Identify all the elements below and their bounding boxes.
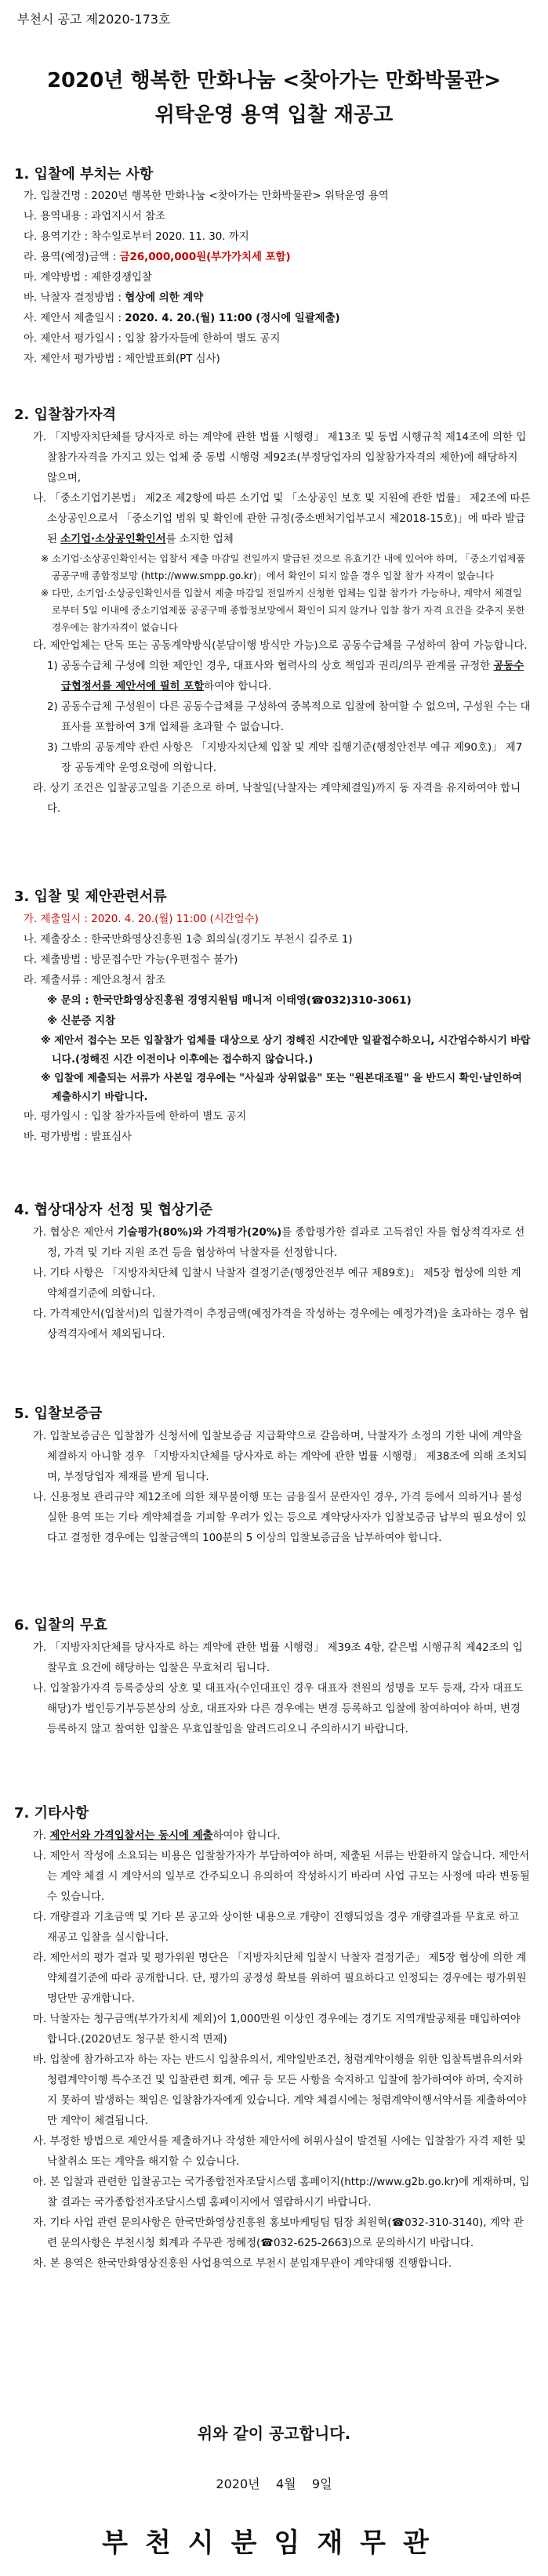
s2-note-1: ※ 소기업·소상공인확인서는 입찰서 제출 마감일 전일까지 발급된 것으로 유효기간 내에 있어야 하며, 「중소기업제품 공공구매 종합정보망 (http://www.smpp.go.kr)」에서 확인이 되지 않을 경우 입찰 참가 자격이 없습니다	[41, 553, 526, 581]
s2-sub-2: 2) 공동수급체 구성원이 다른 공동수급체를 구성하여 중복적으로 입찰에 참여할 수 없으며, 구성원 수는 대표사를 포함하여 3개 업체를 초과할 수 없습니다.	[47, 701, 531, 733]
s7-item-sa: 사. 부정한 방법으로 제안서를 제출하거나 작성한 제안서에 허위사실이 발견될 시에는 입찰참가 자격 제한 및 낙찰취소 또는 계약을 해지할 수 있습니다.	[33, 2136, 526, 2168]
s3-item-ba: 바. 평가방법 : 발표심사	[24, 1131, 132, 1143]
s1-sa-label: 사. 제안서 제출일시 :	[24, 313, 125, 324]
s2-sub-1	[24, 657, 531, 697]
s2-item-na	[24, 489, 531, 550]
section-2-body	[24, 428, 531, 819]
title-line-2: 위탁운영 용역 입찰 재공고	[154, 103, 394, 127]
s1-item-ma: 마. 계약방법 : 제한경쟁입찰	[24, 272, 152, 284]
section-3-heading: 3. 입찰 및 제안관련서류	[14, 888, 167, 905]
section-4-heading: 4. 협상대상자 선정 및 협상기준	[14, 1202, 213, 1218]
s7-item-ba: 바. 입찰에 참가하고자 하는 자는 반드시 입찰유의서, 계약일반조건, 청렴계약이행을 위한 입찰특별유의서와 청렴계약이행 특수조건 및 입찰관련 회계, 예규 등 모든 사항을 숙지하고 입찰에 참가하여야 하며, 숙지하지 못하여 발생하는 책임은 입찰참가자에게 있습니다. 계약 체결시에는 청렴계약이행서약서를 제출하여야만 계약이 체결됩니다.	[33, 2054, 527, 2127]
s7-item-na: 나. 제안서 작성에 소요되는 비용은 입찰참가자가 부담하여야 하며, 제출된 서류는 반환하지 않습니다. 제안서는 계약 체결 시 계약서의 일부로 간주되오니 유의하여 작성하시기 바라며 사업 규모는 사정에 따라 변동될 수 있습니다.	[33, 1851, 530, 1903]
s2-note-2: ※ 다만, 소기업·소상공인확인서를 입찰서 제출 마감일 전일까지 신청한 업체는 입찰 참가가 가능하나, 계약서 체결일로부터 5일 이내에 중소기업제품 공공구매 종합정보망에서 확인이 되지 않거나 입찰 참가 자격 요건을 갖추지 못한 경우에는 참가자격이 없습니다	[41, 588, 525, 633]
s7-item-da: 다. 개량결과 기초금액 및 기타 본 공고와 상이한 내용으로 개량이 진행되었을 경우 개량결과를 무효로 하고 재공고 입찰을 실시합니다.	[33, 1912, 520, 1944]
s4-ga-text: 가. 협상은 제안서	[33, 1227, 118, 1239]
s7-item-ga	[24, 1826, 531, 1847]
s7-item-ra: 라. 제안서의 평가 결과 및 평가위원 명단은 「지방자치단체 입찰시 낙찰자 결정기준」 제5장 협상에 의한 계약체결기준에 따라 공개합니다. 단, 평가의 공정성 확보를 위하여 필요하다고 인정되는 경우에는 평가위원 명단만 공개합니다.	[33, 1952, 527, 2005]
section-3-body	[24, 910, 531, 1148]
section-6-heading: 6. 입찰의 무효	[14, 1617, 107, 1634]
s3-time-note: ※ 제안서 접수는 모든 입찰참가 업체를 대상으로 상기 정해진 시간에만 일괄접수하오니, 시간엄수하시기 바랍니다.(정해진 시간 이전이나 이후에는 접수하지 않습니다.)	[41, 1035, 531, 1065]
certificate-name: 소기업·소상공인확인서	[60, 534, 166, 545]
s1-item-sa	[24, 309, 531, 329]
s3-id-note: ※ 신분증 지참	[47, 1015, 116, 1027]
evaluation-weights: 기술평가(80%)와 가격평가(20%)	[117, 1227, 282, 1239]
s1-ra-label: 라. 용역(예정)금액 :	[24, 251, 120, 263]
s5-item-ga: 가. 입찰보증금은 입찰참가 신청서에 입찰보증금 지급확약으로 갈음하며, 낙찰자가 소정의 기한 내에 계약을 체결하지 아니할 경우 「지방자치단체를 당사자로 하는 계약에 관한 법률 시행령」 제38조에 의해 조치되며, 부정당업자 제재를 받게 됩니다.	[33, 1431, 528, 1483]
award-method: 협상에 의한 계약	[125, 292, 204, 304]
section-7-body	[24, 1826, 531, 2274]
budget-amount: 금26,000,000원(부가가치세 포함)	[119, 251, 291, 263]
s7-ga-label: 가.	[33, 1830, 50, 1842]
s1-item-ah: 아. 제안서 평가일시 : 입찰 참가자들에 한하여 별도 공지	[24, 333, 281, 345]
closing-statement: 위와 같이 공고합니다.	[197, 2424, 351, 2443]
s1-item-ja: 자. 제안서 평가방법 : 제안발표회(PT 심사)	[24, 353, 220, 365]
s1-ba-label: 바. 낙찰자 결정방법 :	[24, 292, 125, 304]
section-4-body	[24, 1223, 531, 1345]
s3-item-ga: 가. 제출일시 : 2020. 4. 20.(월) 11:00 (시간엄수)	[24, 914, 259, 925]
notice-date: 2020년 4월 9일	[216, 2477, 332, 2491]
s2-na-suffix: 를 소지한 업체	[165, 534, 234, 545]
s3-contact: ※ 문의 : 한국만화영상진흥원 경영지원팀 매니저 이태영(☎032)310-3061)	[47, 995, 412, 1007]
notice-number: 부천시 공고 제2020-173호	[17, 12, 171, 27]
issuer-signature: 부천시분임재무관	[102, 2527, 446, 2559]
s6-item-ga: 가. 「지방자치단체를 당사자로 하는 계약에 관한 법률 시행령」 제39조 4항, 같은법 시행규칙 제42조의 입찰무효 요건에 해당하는 입찰은 무효처리 됩니다.	[33, 1642, 523, 1674]
s3-item-da: 다. 제출방법 : 방문접수만 가능(우편접수 불가)	[24, 954, 238, 966]
section-5-body	[24, 1427, 531, 1549]
section-5-heading: 5. 입찰보증금	[14, 1406, 103, 1422]
s2-sub-3: 3) 그밖의 공동계약 관련 사항은 「지방자치단체 입찰 및 계약 집행기준(행정안전부 예규 제90호)」 제7장 공동계약 운영요령에 의합니다.	[47, 742, 523, 774]
s4-item-ga	[24, 1223, 531, 1264]
s1-item-ra	[24, 248, 531, 268]
s3-item-na: 나. 제출장소 : 한국만화영상진흥원 1층 회의실(경기도 부천시 길주로 1)	[24, 934, 353, 946]
s1-item-na: 나. 용역내용 : 과업지시서 참조	[24, 211, 166, 223]
title-line-1: 2020년 행복한 만화나눔 <찾아가는 만화박물관>	[46, 69, 502, 92]
s6-item-na: 나. 입찰참가자격 등록증상의 상호 및 대표자(수인대표인 경우 대표자 전원의 성명을 모두 등재, 각자 대표도 해당)가 법인등기부등본상의 상호, 대표자와 다른 경우에는 변경 등록하고 입찰에 참여하여야 하며, 변경 등록하지 않고 참여한 입찰은 무효입찰임을 알려드리오니 주의하시기 바랍니다.	[33, 1683, 524, 1735]
s2-sub-1-text: 1) 공동수급체 구성에 의한 제안인 경우, 대표사와 협력사의 상호 책임과 권리/의무 관계를 규정한	[47, 660, 494, 672]
s4-item-na: 나. 기타 사항은 「지방자치단체 입찰시 낙찰자 결정기준(행정안전부 예규 제89호)」 제5장 협상에 의한 계약체결기준에 의합니다.	[33, 1268, 521, 1300]
s7-ga-suffix: 하여야 합니다.	[212, 1830, 281, 1842]
s7-item-ah: 아. 본 입찰과 관련한 입찰공고는 국가종합전자조달시스템 홈페이지(http://www.g2b.go.kr)에 게재하며, 입찰 결과는 국가종합전자조달시스템 홈페이지에서 열람하시기 바랍니다.	[33, 2176, 530, 2209]
s4-item-da: 다. 가격제안서(입찰서)의 입찰가격이 추정금액(예정가격을 작성하는 경우에는 예정가격)을 초과하는 경우 협상적격자에서 제외됩니다.	[33, 1308, 529, 1340]
s2-item-ga: 가. 「지방자치단체를 당사자로 하는 계약에 관한 법률 시행령」 제13조 및 동법 시행규칙 제14조에 의한 입찰참가자격을 가지고 있는 업체 중 동법 시행령 제92조(부정당업자의 입찰참가자격의 제한)에 해당하지 않으며,	[33, 432, 527, 484]
section-1-heading: 1. 입찰에 부치는 사항	[14, 166, 154, 183]
s1-item-ga: 가. 입찰건명 : 2020년 행복한 만화나눔 <찾아가는 만화박물관> 위탁운영 용역	[24, 190, 389, 202]
s2-sub-1-suffix: 하여야 합니다.	[204, 681, 272, 693]
s2-item-ra: 라. 상기 조건은 입찰공고일을 기준으로 하며, 낙찰일(낙찰자는 계약체결일)까지 동 자격을 유지하여야 합니다.	[33, 783, 521, 815]
s3-item-ma: 마. 평가일시 : 입찰 참가자들에 한하여 별도 공지	[24, 1111, 247, 1123]
section-6-body	[24, 1638, 531, 1740]
s4-ga-suffix: 를 종합평가한 결과로 고득점인 자를 협상적격자로 선정, 가격 및 기타 지원 조건 등을 협상하여 낙찰자를 선정합니다.	[47, 1227, 525, 1259]
s7-item-ma: 마. 낙찰자는 청구금액(부가가치세 제외)이 1,000만원 이상인 경우에는 경기도 지역개발공채를 매입하여야 합니다.(2020년도 청구분 한시적 면제)	[33, 2013, 521, 2046]
submission-datetime: 2020. 4. 20.(월) 11:00 (정시에 일괄제출)	[125, 313, 340, 324]
s3-copy-note: ※ 입찰에 제출되는 서류가 사본일 경우에는 "사실과 상위없음" 또는 "원본대조필" 을 반드시 확인·날인하여 제출하시기 바랍니다.	[41, 1073, 522, 1103]
section-2-heading: 2. 입찰참가자격	[14, 407, 116, 423]
s1-item-da: 다. 용역기간 : 착수일로부터 2020. 11. 30. 까지	[24, 231, 249, 243]
s7-item-ja: 자. 기타 사업 관련 문의사항은 한국만화영상진흥원 홍보마케팅팀 팀장 최원혁(☎032-310-3140), 계약 관련 문의사항은 부천시청 회계과 주무관 정혜정(☎032-625-2663)으로 문의하시기 바랍니다.	[33, 2217, 524, 2249]
joint-agreement-note: 공동수급협정서를 제안서에 필히 포함	[61, 660, 524, 693]
simultaneous-submission: 제안서와 가격입찰서는 동시에 제출	[49, 1830, 213, 1842]
s7-item-cha: 차. 본 용역은 한국만화영상진흥원 사업용역으로 부천시 분임재무관이 계약대행 진행합니다.	[33, 2258, 452, 2270]
s3-item-ra: 라. 제출서류 : 제안요청서 참조	[24, 975, 166, 986]
s1-item-ba	[24, 288, 531, 309]
section-1-body	[24, 186, 531, 370]
s5-item-na: 나. 신용정보 관리규약 제12조에 의한 채무불이행 또는 금융질서 문란자인 경우, 가격 등에서 의하거나 불성실한 용역 또는 기타 계약체결을 기피할 우려가 있는 등으로 계약당사자가 입찰보증금 납부의 필요성이 있다고 결정한 경우에는 입찰금액의 100분의 5 이상의 입찰보증금을 납부하여야 합니다.	[33, 1492, 527, 1544]
section-7-heading: 7. 기타사항	[14, 1805, 89, 1822]
s2-item-da: 다. 제안업체는 단독 또는 공동계약방식(분담이행 방식만 가능)으로 공동수급체를 구성하여 참여 가능합니다.	[33, 640, 528, 652]
s2-na-text: 나. 「중소기업기본법」 제2조 제2항에 따른 소기업 및 「소상공인 보호 및 지원에 관한 법률」 제2조에 따른 소상공인으로서 「중소기업 범위 및 확인에 관한 규정(중소벤처기업부고시 제2018-15호)」에 따라 발급된	[33, 493, 531, 545]
